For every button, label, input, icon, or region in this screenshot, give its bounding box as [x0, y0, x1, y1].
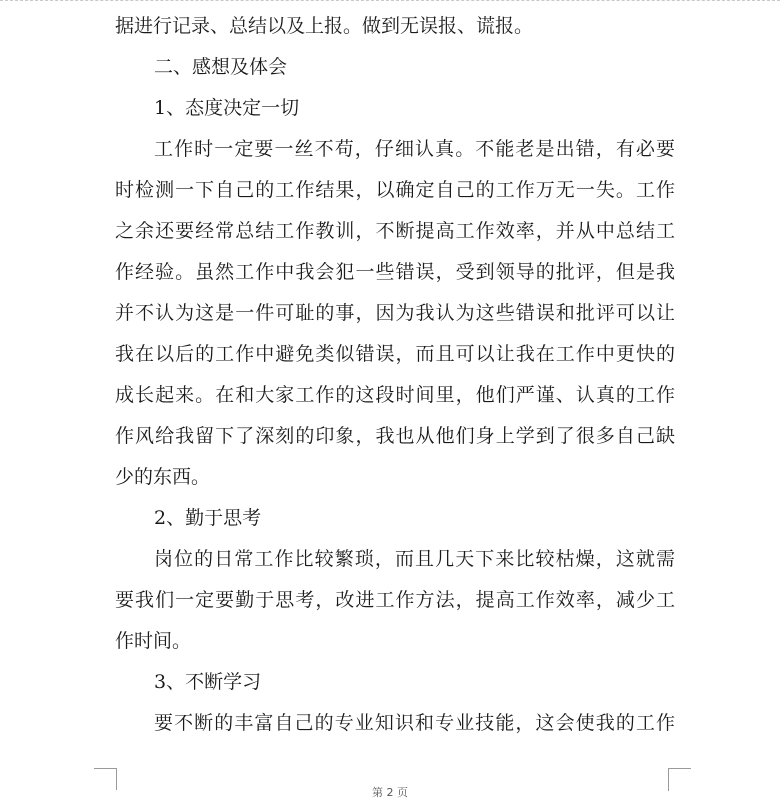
- subsection-heading: 1、态度决定一切: [154, 97, 300, 119]
- paragraph-line: 我在以后的工作中避免类似错误，而且可以让我在工作中更快的: [115, 343, 675, 365]
- section-heading: 二、感想及体会: [154, 56, 288, 78]
- subsection-heading: 2、勤于思考: [154, 507, 262, 529]
- paragraph-line: 作时间。: [115, 630, 192, 652]
- paragraph-line: 少的东西。: [115, 466, 211, 488]
- paragraph-line: 成长起来。在和大家工作的这段时间里，他们严谨、认真的工作: [115, 384, 675, 406]
- paragraph-line: 并不认为这是一件可耻的事，因为我认为这些错误和批评可以让: [115, 302, 675, 324]
- paragraph-line: 时检测一下自己的工作结果，以确定自己的工作万无一失。工作: [115, 179, 675, 201]
- document-body: [115, 6, 675, 744]
- paragraph-line: 工作时一定要一丝不苟，仔细认真。不能老是出错，有必要: [154, 138, 675, 160]
- paragraph-line: 据进行记录、总结以及上报。做到无误报、谎报。: [115, 15, 534, 37]
- paragraph-line: 作经验。虽然工作中我会犯一些错误，受到领导的批评，但是我: [115, 261, 675, 283]
- page-top-edge: [0, 0, 780, 5]
- paragraph-line: 作风给我留下了深刻的印象，我也从他们身上学到了很多自己缺: [115, 425, 675, 447]
- paragraph-line: 之余还要经常总结工作教训，不断提高工作效率，并从中总结工: [115, 220, 675, 242]
- paragraph-line: 要我们一定要勤于思考，改进工作方法，提高工作效率，减少工: [115, 589, 675, 611]
- subsection-heading: 3、不断学习: [154, 671, 262, 693]
- paragraph-line: 要不断的丰富自己的专业知识和专业技能，这会使我的工作: [154, 712, 675, 734]
- paragraph-line: 岗位的日常工作比较繁琐，而且几天下来比较枯燥，这就需: [154, 548, 675, 570]
- page-number-footer: 第 2 页: [372, 786, 408, 799]
